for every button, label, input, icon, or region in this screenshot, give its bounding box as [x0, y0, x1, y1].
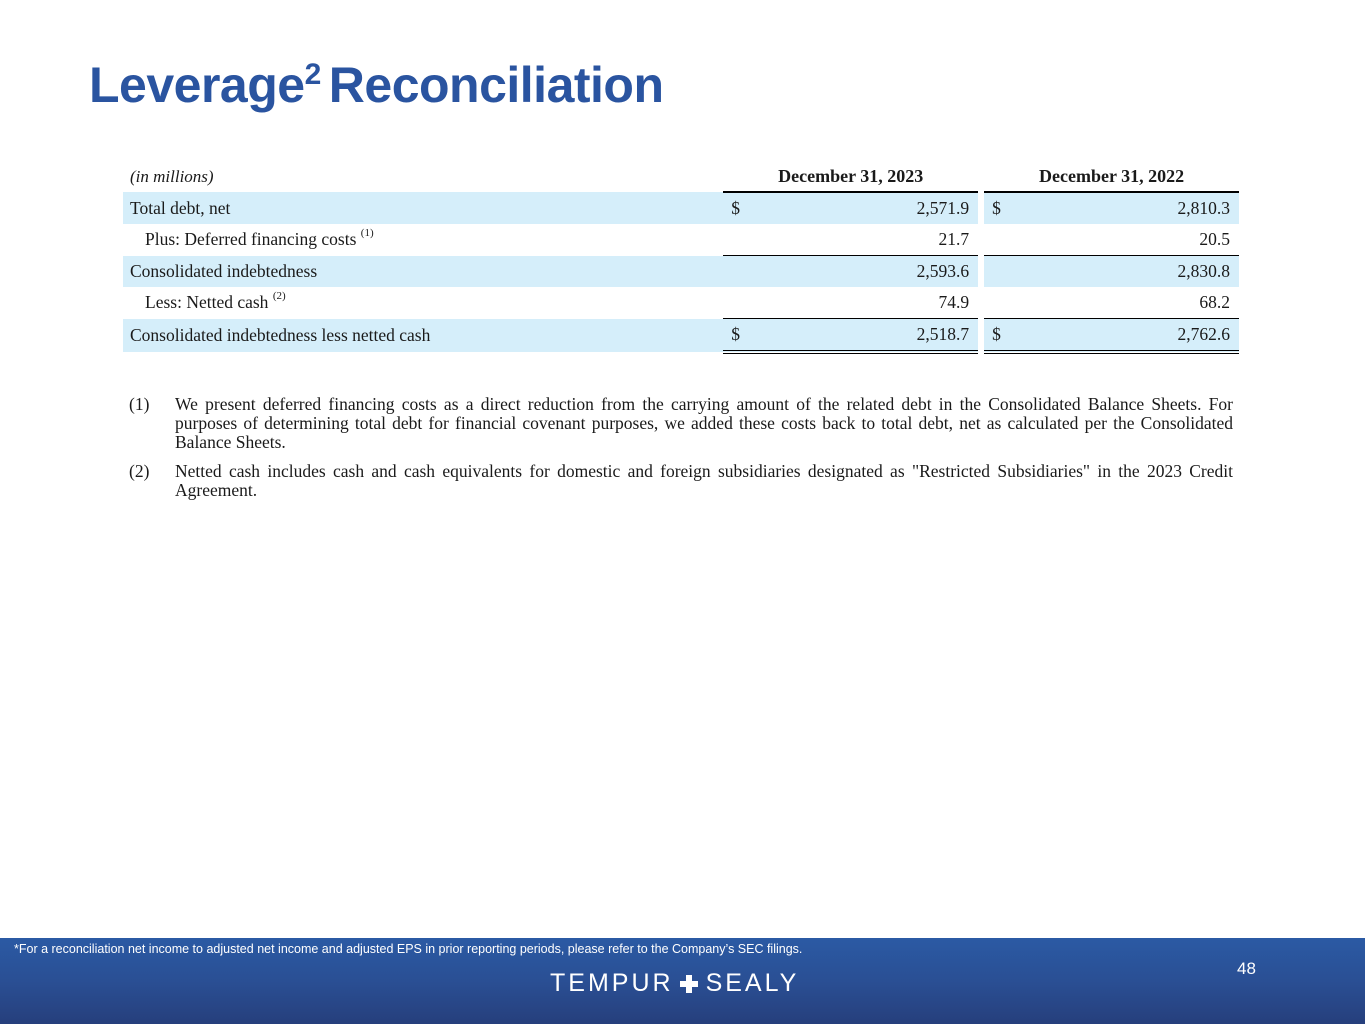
logo-text-sealy: SEALY [705, 969, 800, 997]
footnote-number: (1) [129, 394, 150, 414]
column-header-2022: December 31, 2022 [984, 161, 1239, 192]
row-label: Consolidated indebtedness [123, 256, 723, 288]
table-header-row [123, 161, 1239, 192]
column-header-2023: December 31, 2023 [723, 161, 978, 192]
currency-symbol [984, 256, 1014, 288]
value-2022: 20.5 [1199, 229, 1230, 249]
currency-symbol: $ [984, 192, 1014, 224]
table-row [123, 319, 1239, 353]
page-title [89, 56, 664, 114]
unit-label: (in millions) [130, 166, 214, 186]
footnote-item [129, 395, 1233, 452]
footnote-ref: (1) [360, 227, 374, 240]
row-label: Plus: Deferred financing costs $^{(1)}$ [145, 227, 374, 250]
value-2022: 2,762.6 [1014, 319, 1239, 353]
footer-disclaimer: *For a reconciliation net income to adjusted net income and adjusted EPS in prior reporting periods, please refer to the Company’s SEC filings. [14, 942, 803, 956]
currency-symbol [723, 287, 753, 319]
footnote-text: Netted cash includes cash and cash equivalents for domestic and foreign subsidiaries designated as "Restricted Subsidiaries" in the 2023 Credit Agreement. [175, 461, 1233, 500]
footnote-text: We present deferred financing costs as a direct reduction from the carrying amount of the related debt in the Consolidated Balance Sheets. For purposes of determining total debt for financial covenant purposes, we added these costs back to total debt, net as calculated per the Consolidated Balance Sheets. [175, 394, 1233, 452]
leverage-reconciliation-table [123, 161, 1239, 354]
table-row [123, 224, 1239, 256]
page-number: 48 [1237, 959, 1256, 978]
currency-symbol [723, 224, 753, 256]
currency-symbol [723, 256, 753, 288]
value-2023: 2,571.9 [753, 192, 978, 224]
footnotes [129, 395, 1233, 510]
value-2023: 2,518.7 [753, 319, 978, 353]
footnote-number: (2) [129, 461, 150, 481]
value-2023: 74.9 [938, 292, 970, 312]
currency-symbol [984, 224, 1014, 256]
table-row [123, 256, 1239, 288]
title-main: Leverage [89, 57, 305, 113]
footer-band [0, 938, 1365, 1024]
currency-symbol: $ [984, 319, 1014, 353]
table-row [123, 192, 1239, 224]
currency-symbol [984, 287, 1014, 319]
value-2022: 2,810.3 [1014, 192, 1239, 224]
title-superscript: 2 [304, 58, 321, 91]
currency-symbol: $ [723, 319, 753, 353]
logo-text-tempur: TEMPUR [550, 969, 674, 997]
value-2023: 2,593.6 [753, 256, 978, 288]
value-2022: 2,830.8 [1014, 256, 1239, 288]
currency-symbol: $ [723, 192, 753, 224]
row-label: Consolidated indebtedness less netted cash [123, 319, 723, 353]
company-logo [550, 969, 799, 998]
row-label: Less: Netted cash $^{(2)}$ [145, 290, 286, 313]
table-row [123, 287, 1239, 319]
plus-icon [680, 975, 698, 993]
row-label: Total debt, net [123, 192, 723, 224]
footnote-ref: (2) [272, 290, 286, 303]
footnote-item [129, 462, 1233, 500]
title-rest: Reconciliation [328, 57, 664, 113]
value-2022: 68.2 [1199, 292, 1230, 312]
value-2023: 21.7 [938, 229, 970, 249]
